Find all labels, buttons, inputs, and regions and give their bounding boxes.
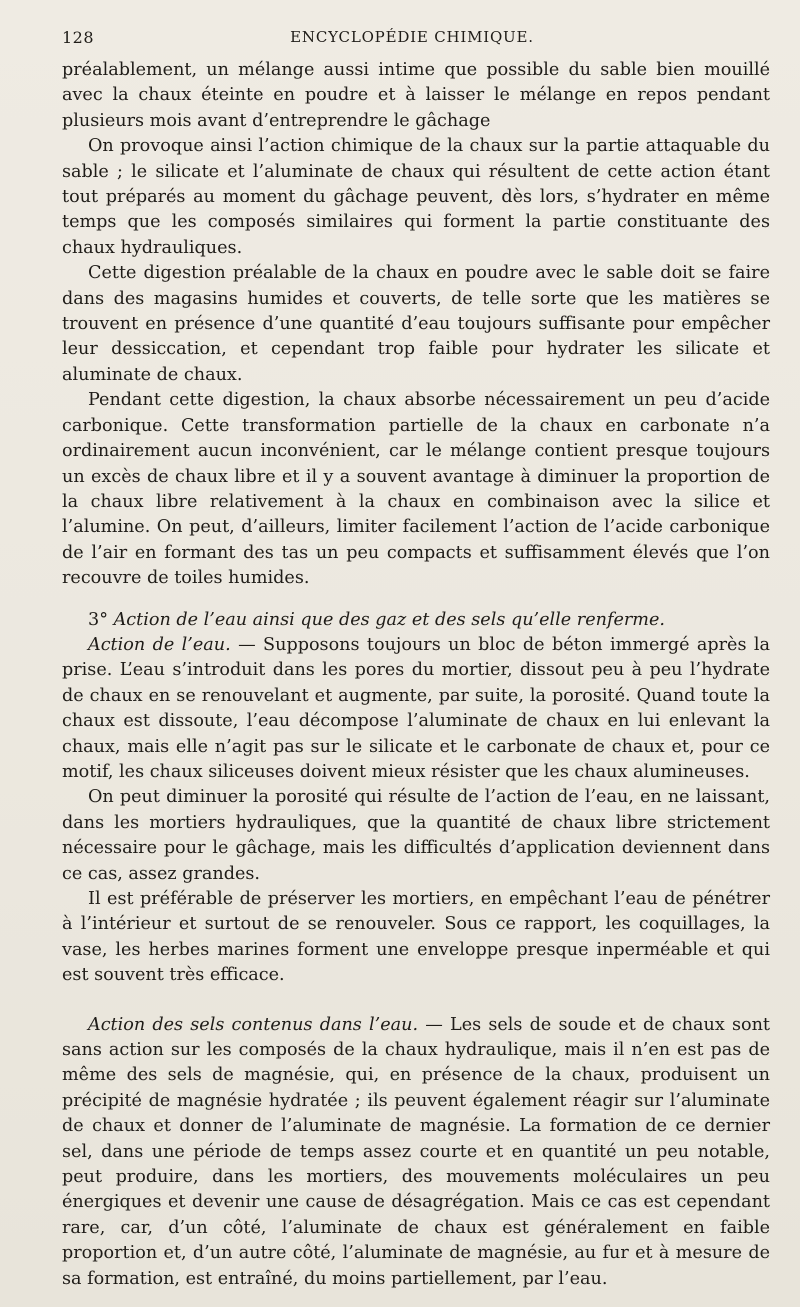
section-title: Action de l’eau ainsi que des gaz et des sels qu’elle renferme. <box>113 609 665 630</box>
page-number: 128 <box>62 28 95 47</box>
paragraph-digestion: Cette digestion préalable de la chaux en poudre avec le sable doit se faire dans des magasins humides et couverts, de telle sorte que les matières se trouvent en présence d’une quantité d’eau toujours suffisante pour empêcher leur dessiccation, et cependant trop faible pour hydrater les silicate et aluminate de chaux. <box>62 263 770 385</box>
action-eau-text: — Supposons toujours un bloc de béton immergé après la prise. L’eau s’introduit dans les pores du mortier, dissout peu à peu l’hydrate de chaux en se renouvelant et augmente, par suite, la porosité. Quand toute la chaux est dissoute, l’eau décompose l’aluminate de chaux en lui enlevant la chaux, mais elle n’agit pas sur le silicate et le carbonate de chaux et, pour ce motif, les chaux siliceuses doivent mieux résister que les chaux alumineuses. <box>62 634 770 782</box>
subhead-action-eau: Action de l’eau. <box>88 634 231 655</box>
section-heading <box>62 608 770 633</box>
action-sels-text: — Les sels de soude et de chaux sont sans action sur les composés de la chaux hydraulique, mais il n’en est pas de même des sels de magnésie, qui, en présence de la chaux, produisent un précipité de magnésie hydratée ; ils peuvent également réagir sur l’aluminate de chaux et donner de l’aluminate de magnésie. La formation de ce dernier sel, dans une période de temps assez courte et en quantité un peu notable, peut produire, dans les mortiers, des mouvements moléculaires un peu énergiques et devenir une cause de désagrégation. Mais ce cas est cependant rare, car, d’un côté, l’aluminate de chaux est généralement en faible proportion et, d’un autre côté, l’aluminate de magnésie, au fur et à mesure de sa formation, est entraîné, du moins partiellement, par l’eau. <box>62 1014 770 1289</box>
page-header <box>62 28 762 54</box>
paragraph-continuation: préalablement, un mélange aussi intime que possible du sable bien mouillé avec la chaux éteinte en poudre et à laisser le mélange en repos pendant plusieurs mois avant d’entreprendre le gâchage <box>62 60 770 131</box>
paragraph-porosity: On peut diminuer la porosité qui résulte de l’action de l’eau, en ne laissant, dans les mortiers hydrauliques, que la quantité de chaux libre strictement nécessaire pour le gâchage, mais les difficultés d’application deviennent dans ce cas, assez grandes. <box>62 787 770 884</box>
page-body <box>62 58 770 1292</box>
running-title: ENCYCLOPÉDIE CHIMIQUE. <box>290 28 534 46</box>
paragraph-carbonic-acid: Pendant cette digestion, la chaux absorbe nécessairement un peu d’acide carbonique. Cette transformation partielle de la chaux en carbonate n’a ordinairement aucun inconvénient, car le mélange contient presque toujours un excès de chaux libre et il y a souvent avantage à diminuer la proportion de la chaux libre relativement à la chaux en combinaison avec la silice et l’alumine. On peut, d’ailleurs, limiter facilement l’action de l’acide carbonique de l’air en formant des tas un peu compacts et suffisamment élevés que l’on recouvre de toiles humides. <box>62 390 770 589</box>
section-number: 3° <box>88 609 108 630</box>
paragraph-preservation: Il est préférable de préserver les mortiers, en empêchant l’eau de pénétrer à l’intérieur et surtout de se renouveler. Sous ce rapport, les coquillages, la vase, les herbes marines forment une enveloppe presque inperméable et qui est souvent très efficace. <box>62 889 770 986</box>
paragraph-chemical-action: On provoque ainsi l’action chimique de la chaux sur la partie attaquable du sable ; le silicate et l’aluminate de chaux qui résultent de cette action étant tout préparés au moment du gâchage peuvent, dès lors, s’hydrater en même temps que les composés similaires qui forment la partie constituante des chaux hydrauliques. <box>62 136 770 258</box>
paragraph-action-eau <box>62 633 770 785</box>
subhead-action-sels: Action des sels contenus dans l’eau. <box>88 1014 419 1035</box>
paragraph-gap <box>62 989 770 1013</box>
paragraph-action-sels <box>62 1013 770 1292</box>
